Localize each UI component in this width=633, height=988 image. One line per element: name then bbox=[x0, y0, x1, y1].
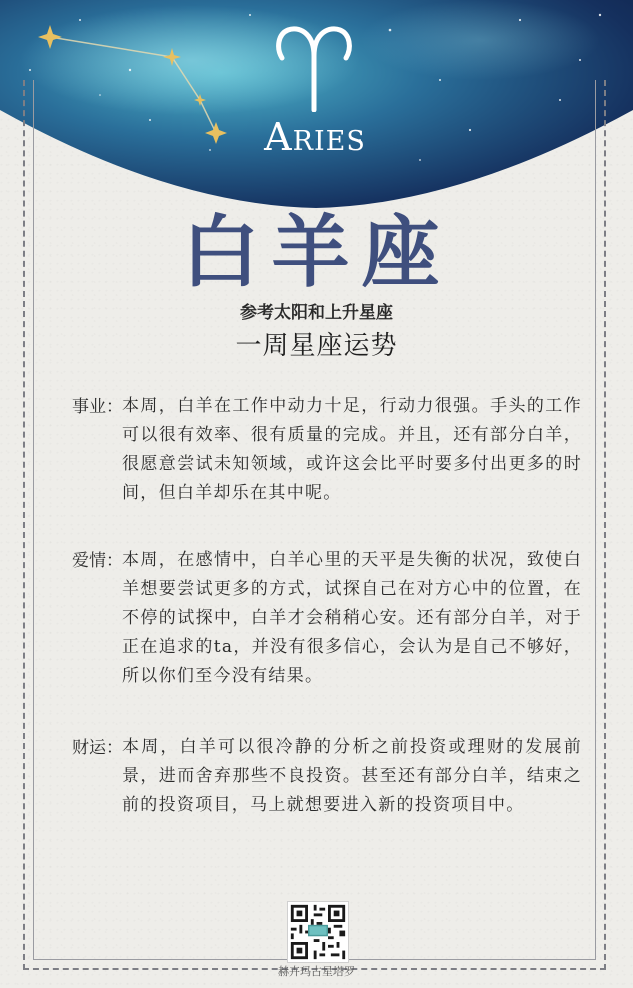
page-title: 白羊座 bbox=[181, 208, 452, 298]
qr-code-icon[interactable] bbox=[287, 901, 349, 963]
section-label: 事业： bbox=[72, 397, 123, 417]
weekly-horoscope-heading: 一周星座运势 bbox=[235, 331, 398, 361]
section-label: 财运： bbox=[72, 738, 123, 758]
section-text: 本周，白羊可以很冷静的分析之前投资或理财的发展前景，进而舍弃那些不良投资。甚至还有部分白羊，结束之前的投资项目，马上就想要进入新的投资项目中。 bbox=[122, 737, 582, 815]
sign-latin-name: Aries bbox=[264, 115, 366, 159]
section-text: 本周，白羊在工作中动力十足，行动力很强。手头的工作可以很有效率、很有质量的完成。并且，还有部分白羊，很愿意尝试未知领域，或许这会比平时要多付出更多的时间，但白羊却乐在其中呢。 bbox=[122, 396, 582, 503]
subtitle: 参考太阳和上升星座 bbox=[240, 303, 393, 323]
section-text: 本周，在感情中，白羊心里的天平是失衡的状况，致使白羊想要尝试更多的方式，试探自己在对方心中的位置，在不停的试探中，白羊才会稍稍心安。还有部分白羊，对于正在追求的ta，并没有很多信心，会认为是自己不够好，所以你们至今没有结果。 bbox=[122, 550, 582, 686]
account-name: 赫卉玛占星塔罗 bbox=[278, 965, 355, 978]
section-label: 爱情： bbox=[72, 551, 123, 571]
